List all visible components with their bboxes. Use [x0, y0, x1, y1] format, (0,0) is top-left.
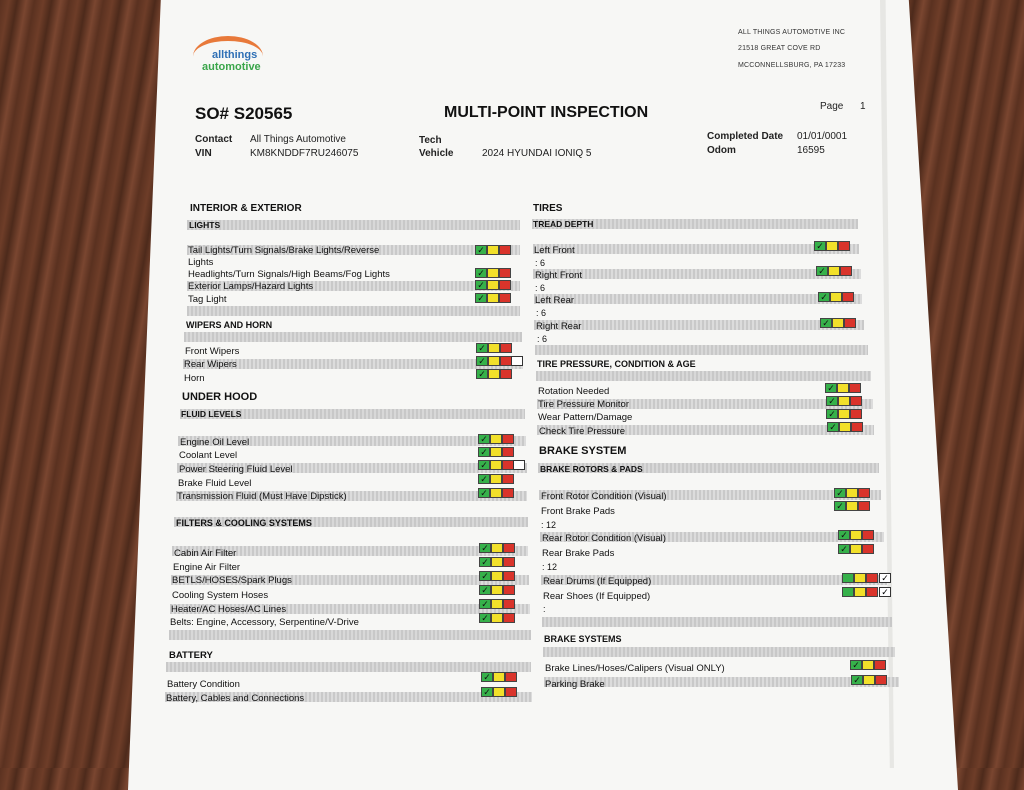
status-swatch: ✓	[820, 318, 856, 328]
row-bar	[534, 320, 864, 330]
rear-shoes-value: :	[543, 604, 546, 614]
bar-lights	[187, 220, 520, 230]
status-swatch: ✓	[478, 434, 514, 444]
status-swatch: ✓	[478, 488, 514, 498]
item-rear-shoes: Rear Shoes (If Equipped)	[543, 591, 651, 602]
status-swatch: ✓	[825, 383, 861, 393]
item-cooling-hoses: Cooling System Hoses	[172, 590, 269, 601]
status-swatch: ✓	[481, 672, 517, 682]
status-swatch: ✓	[838, 544, 874, 554]
status-swatch: ✓	[834, 488, 870, 498]
section-interior-exterior: INTERIOR & EXTERIOR	[190, 203, 302, 214]
tread-left-rear-value: : 6	[536, 308, 547, 318]
page-number: 1	[860, 101, 866, 112]
row-bar	[533, 269, 861, 279]
item-coolant: Coolant Level	[179, 450, 238, 461]
status-swatch: ✓	[827, 422, 863, 432]
bar-spacer	[187, 306, 520, 316]
status-swatch: ✓	[838, 530, 874, 540]
tech-label: Tech	[419, 135, 442, 146]
status-swatch: ✓	[475, 245, 511, 255]
subsection-tread-depth: TREAD DEPTH	[533, 219, 594, 229]
subsection-rotors-pads: BRAKE ROTORS & PADS	[540, 464, 643, 474]
item-exterior-lamps: Exterior Lamps/Hazard Lights	[188, 281, 314, 292]
item-engine-filter: Engine Air Filter	[173, 562, 241, 573]
bar-spacer	[169, 630, 531, 640]
item-left-rear: Left Rear	[535, 295, 575, 306]
status-swatch: ✓	[475, 293, 511, 303]
item-rear-pads: Rear Brake Pads	[542, 548, 615, 559]
bar-battery	[166, 662, 531, 672]
status-swatch: ✓	[479, 585, 515, 595]
status-swatch: ✓	[479, 543, 515, 553]
status-swatch: ✓	[478, 474, 514, 484]
status-swatch: ✓	[816, 266, 852, 276]
status-swatch: ✓	[834, 501, 870, 511]
status-swatch: ✓	[479, 613, 515, 623]
vin-label: VIN	[195, 148, 212, 159]
status-swatch: ✓	[818, 292, 854, 302]
address-line-1: ALL THINGS AUTOMOTIVE INC	[738, 29, 846, 36]
vin-value: KM8KNDDF7RU246075	[250, 148, 359, 159]
item-engine-oil: Engine Oil Level	[180, 437, 250, 448]
bar-brake-systems	[543, 647, 895, 657]
bar-wipers	[184, 332, 522, 342]
vehicle-label: Vehicle	[419, 148, 454, 159]
item-check-pressure: Check Tire Pressure	[539, 426, 626, 437]
status-swatch: ✓	[479, 571, 515, 581]
front-pads-value: : 12	[541, 520, 557, 530]
tread-right-rear-value: : 6	[537, 334, 548, 344]
status-swatch: ✓	[479, 557, 515, 567]
status-swatch	[842, 587, 878, 597]
logo-text-bottom: automotive	[202, 61, 261, 73]
status-swatch: ✓	[479, 599, 515, 609]
item-belts-hoses: BETLS/HOSES/Spark Plugs	[172, 575, 292, 586]
item-cabin-filter: Cabin Air Filter	[174, 548, 237, 559]
bar-tire-pressure	[536, 371, 871, 381]
tread-left-front-value: : 6	[535, 258, 546, 268]
empty-check-box	[511, 356, 523, 366]
empty-check-box	[513, 460, 525, 470]
row-bar	[533, 244, 859, 254]
section-brake-systems: BRAKE SYSTEMS	[544, 634, 622, 644]
item-wear-pattern: Wear Pattern/Damage	[538, 412, 633, 423]
item-heater-ac: Heater/AC Hoses/AC Lines	[171, 604, 287, 615]
item-tag-light: Tag Light	[188, 294, 227, 305]
row-bar	[534, 294, 862, 304]
contact-value: All Things Automotive	[250, 134, 346, 145]
item-rotation: Rotation Needed	[538, 386, 610, 397]
odom-label: Odom	[707, 145, 736, 156]
status-swatch: ✓	[476, 369, 512, 379]
address-line-2: 21518 GREAT COVE RD	[738, 45, 821, 52]
item-rear-rotor: Rear Rotor Condition (Visual)	[542, 533, 666, 544]
status-swatch: ✓	[826, 409, 862, 419]
status-swatch: ✓	[476, 343, 512, 353]
bar-spacer	[535, 345, 868, 355]
completed-date-value: 01/01/0001	[797, 131, 848, 142]
item-headlights: Headlights/Turn Signals/High Beams/Fog Lights	[188, 269, 390, 280]
section-tire-pressure: TIRE PRESSURE, CONDITION & AGE	[537, 359, 696, 369]
item-left-front: Left Front	[534, 245, 575, 256]
odom-value: 16595	[797, 145, 825, 156]
section-tires: TIRES	[533, 203, 563, 214]
section-brake-system: BRAKE SYSTEM	[539, 445, 627, 457]
page-label: Page	[820, 101, 844, 112]
status-swatch: ✓	[481, 687, 517, 697]
completed-date-label: Completed Date	[707, 131, 784, 142]
item-battery-condition: Battery Condition	[167, 679, 240, 690]
checked-box: ✓	[879, 573, 891, 583]
vehicle-value: 2024 HYUNDAI IONIQ 5	[482, 148, 592, 159]
status-swatch	[842, 573, 878, 583]
item-rear-drums: Rear Drums (If Equipped)	[543, 576, 652, 587]
item-horn: Horn	[184, 373, 205, 384]
section-under-hood: UNDER HOOD	[182, 391, 258, 403]
item-tail-lights-cont: Lights	[188, 257, 214, 268]
item-battery-cables: Battery, Cables and Connections	[166, 693, 305, 704]
item-front-pads: Front Brake Pads	[541, 506, 615, 517]
section-wipers-horn: WIPERS AND HORN	[186, 320, 273, 330]
status-swatch: ✓	[475, 268, 511, 278]
section-battery: BATTERY	[169, 650, 213, 661]
subsection-lights: LIGHTS	[189, 220, 221, 230]
item-front-rotor: Front Rotor Condition (Visual)	[541, 491, 667, 502]
item-belts-engine: Belts: Engine, Accessory, Serpentine/V-Drive	[170, 617, 359, 628]
item-rear-wipers: Rear Wipers	[184, 359, 237, 370]
subsection-fluid-levels: FLUID LEVELS	[181, 409, 242, 419]
status-swatch: ✓	[851, 675, 887, 685]
status-swatch: ✓	[478, 447, 514, 457]
status-swatch: ✓	[478, 460, 514, 470]
item-power-steering: Power Steering Fluid Level	[179, 464, 293, 475]
rear-pads-value: : 12	[542, 562, 558, 572]
address-line-3: MCCONNELLSBURG, PA 17233	[738, 62, 846, 69]
logo-text-top: allthings	[212, 49, 258, 61]
status-swatch: ✓	[850, 660, 886, 670]
item-tail-lights: Tail Lights/Turn Signals/Brake Lights/Reverse	[188, 245, 380, 256]
item-transmission: Transmission Fluid (Must Have Dipstick)	[177, 491, 347, 502]
status-swatch: ✓	[476, 356, 512, 366]
status-swatch: ✓	[475, 280, 511, 290]
item-right-rear: Right Rear	[536, 321, 582, 332]
section-filters: FILTERS & COOLING SYSTEMS	[176, 518, 312, 528]
bar-spacer	[542, 617, 892, 627]
status-swatch: ✓	[814, 241, 850, 251]
item-brake-lines: Brake Lines/Hoses/Calipers (Visual ONLY)	[545, 663, 725, 674]
so-number: SO# S20565	[195, 104, 293, 123]
tread-right-front-value: : 6	[535, 283, 546, 293]
checked-box: ✓	[879, 587, 891, 597]
item-tpms: Tire Pressure Monitor	[538, 399, 629, 410]
item-parking-brake: Parking Brake	[545, 679, 605, 690]
page-title: MULTI-POINT INSPECTION	[444, 104, 649, 121]
status-swatch: ✓	[826, 396, 862, 406]
contact-label: Contact	[195, 134, 233, 145]
item-right-front: Right Front	[535, 270, 582, 281]
item-front-wipers: Front Wipers	[185, 346, 240, 357]
item-brake-fluid: Brake Fluid Level	[178, 478, 252, 489]
